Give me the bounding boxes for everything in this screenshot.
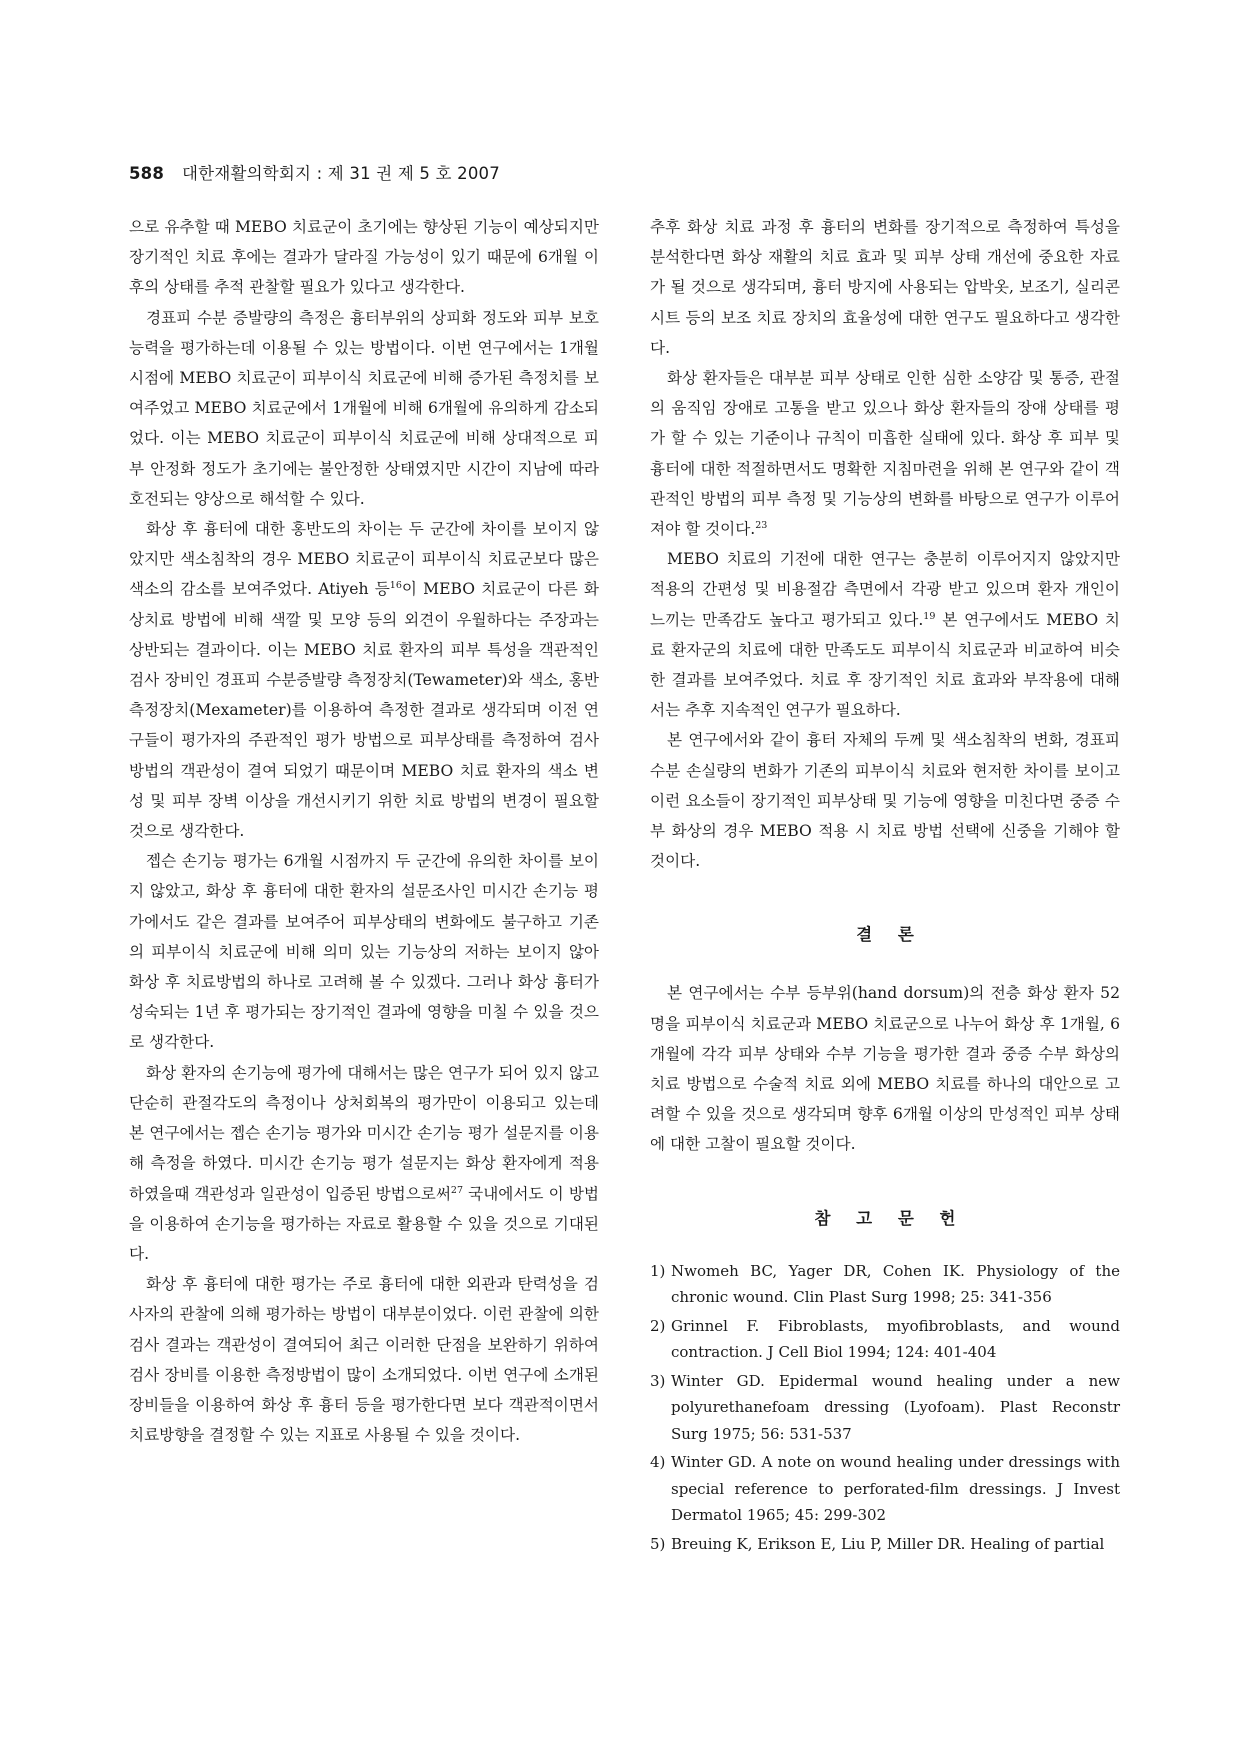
running-head xyxy=(129,160,500,184)
reference-item xyxy=(650,1531,1120,1558)
paragraph-text: 국내에서도 이 방법을 이용하여 손기능을 평가하는 자료로 활용할 수 있을 것으로 기대된다. xyxy=(129,1184,599,1263)
reference-text: Winter GD. Epidermal wound healing under a new polyurethanefoam dressing (Lyofoam). Plast Reconstr Surg 1975; 56: 531-537 xyxy=(671,1371,1120,1443)
page-number: 588 xyxy=(129,164,165,183)
paragraph: 젭슨 손기능 평가는 6개월 시점까지 두 군간에 유의한 차이를 보이지 않았고, 화상 후 흉터에 대한 환자의 설문조사인 미시간 손기능 평가에서도 같은 결과를 보여주어 피부상태의 변화에도 불구하고 기존의 피부이식 치료군에 비해 의미 있는 기능상의 저하는 보이지 않아 화상 후 치료방법의 하나로 고려해 볼 수 있겠다. 그러나 화상 흉터가 성숙되는 1년 후 평가되는 장기적인 결과에 영향을 미칠 수 있을 것으로 생각한다. xyxy=(129,852,599,1052)
reference-list xyxy=(650,1258,1120,1558)
citation-superscript: 27 xyxy=(450,1184,463,1196)
citation-superscript: 19 xyxy=(923,610,936,622)
reference-item xyxy=(650,1258,1120,1311)
reference-text: Grinnel F. Fibroblasts, myofibroblasts, and wound contraction. J Cell Biol 1994; 124: 401-404 xyxy=(671,1316,1120,1362)
paragraph-text: 화상 환자의 손기능에 평가에 대해서는 많은 연구가 되어 있지 않고 단순히 관절각도의 측정이나 상처회복의 평가만이 이용되고 있는데 본 연구에서는 젭슨 손기능 평가와 미시간 손기능 평가 설문지를 이용해 측정을 하였다. 미시간 손기능 평가 설문지는 화상 환자에게 적용하였을때 객관성과 일관성이 입증된 방법으로써 xyxy=(129,1063,599,1203)
references-heading: 참 고 문 헌 xyxy=(814,1208,956,1228)
reference-text: Breuing K, Erikson E, Liu P, Miller DR. Healing of partial xyxy=(671,1534,1105,1553)
right-column xyxy=(650,212,1120,1559)
reference-number: 5) xyxy=(650,1534,666,1553)
paragraph xyxy=(650,363,1120,544)
journal-citation: 대한재활의학회지 : 제 31 권 제 5 호 2007 xyxy=(182,164,500,183)
citation-superscript: 16 xyxy=(389,580,402,592)
paragraph xyxy=(650,544,1120,725)
citation-superscript: 23 xyxy=(755,520,768,532)
reference-item xyxy=(650,1449,1120,1529)
reference-item xyxy=(650,1313,1120,1366)
paragraph-text: 이 MEBO 치료군이 다른 화상치료 방법에 비해 색깔 및 모양 등의 외견이 우월하다는 주장과는 상반되는 결과이다. 이는 MEBO 치료 환자의 피부 특성을 객관적인 검사 장비인 경표피 수분증발량 측정장치(Tewameter)와 색소, 홍반 측정장치(Mexameter)를 이용하여 측정한 결과로 생각되며 이전 연구들이 평가자의 주관적인 평가 방법으로 피부상태를 측정하여 검사 방법의 객관성이 결여 되었기 때문이며 MEBO 치료 환자의 색소 변성 및 피부 장벽 이상을 개선시키기 위한 치료 방법의 변경이 필요할 것으로 생각한다. xyxy=(129,580,599,841)
paragraph xyxy=(129,514,599,846)
reference-number: 1) xyxy=(650,1261,666,1280)
conclusion-heading: 결 론 xyxy=(856,925,914,945)
reference-number: 4) xyxy=(650,1453,666,1472)
paragraph: 본 연구에서와 같이 흉터 자체의 두께 및 색소침착의 변화, 경표피 수분 손실량의 변화가 기존의 피부이식 치료와 현저한 차이를 보이고 이런 요소들이 장기적인 피부상태 및 기능에 영향을 미친다면 중증 수부 화상의 경우 MEBO 적용 시 치료 방법 선택에 신중을 기해야 할 것이다. xyxy=(650,731,1120,871)
reference-text: Winter GD. A note on wound healing under dressings with special reference to perforated-film dressings. J Invest Dermatol 1965; 45: 299-302 xyxy=(671,1453,1120,1525)
paragraph-text: MEBO 치료의 기전에 대한 연구는 충분히 이루어지지 않았지만 적용의 간편성 및 비용절감 측면에서 각광 받고 있으며 환자 개인이 느끼는 만족감도 높다고 평가되고 있다. xyxy=(650,550,1120,629)
reference-item xyxy=(650,1368,1120,1448)
paragraph: 추후 화상 치료 과정 후 흉터의 변화를 장기적으로 측정하여 특성을 분석한다면 화상 재활의 치료 효과 및 피부 상태 개선에 중요한 자료가 될 것으로 생각되며, 흉터 방지에 사용되는 압박옷, 보조기, 실리콘 시트 등의 보조 치료 장치의 효율성에 대한 연구도 필요하다고 생각한다. xyxy=(650,218,1120,357)
left-column xyxy=(129,212,599,1450)
reference-number: 2) xyxy=(650,1316,666,1335)
paragraph-text: 화상 후 흉터에 대한 홍반도의 차이는 두 군간에 차이를 보이지 않았지만 색소침착의 경우 MEBO 치료군이 피부이식 치료군보다 많은 색소의 감소를 보여주었다. Atiyeh 등 xyxy=(129,520,599,599)
reference-text: Nwomeh BC, Yager DR, Cohen IK. Physiology of the chronic wound. Clin Plast Surg 1998; 25: 341-356 xyxy=(671,1261,1120,1307)
conclusion-paragraph: 본 연구에서는 수부 등부위(hand dorsum)의 전층 화상 환자 52명을 피부이식 치료군과 MEBO 치료군으로 나누어 화상 후 1개월, 6개월에 각각 피부 상태와 수부 기능을 평가한 결과 중증 수부 화상의 치료 방법으로 수술적 치료 외에 MEBO 치료를 하나의 대안으로 고려할 수 있을 것으로 생각되며 향후 6개월 이상의 만성적인 피부 상태에 대한 고찰이 필요할 것이다. xyxy=(650,984,1120,1154)
paragraph: 경표피 수분 증발량의 측정은 흉터부위의 상피화 정도와 피부 보호 능력을 평가하는데 이용될 수 있는 방법이다. 이번 연구에서는 1개월 시점에 MEBO 치료군이 피부이식 치료군에 비해 증가된 측정치를 보여주었고 MEBO 치료군에서 1개월에 비해 6개월에 유의하게 감소되었다. 이는 MEBO 치료군이 피부이식 치료군에 비해 상대적으로 피부 안정화 정도가 초기에는 불안정한 상태였지만 시간이 지남에 따라 호전되는 양상으로 해석할 수 있다. xyxy=(129,308,599,508)
reference-number: 3) xyxy=(650,1371,666,1390)
paragraph xyxy=(129,1058,599,1269)
paragraph: 으로 유추할 때 MEBO 치료군이 초기에는 향상된 기능이 예상되지만 장기적인 치료 후에는 결과가 달라질 가능성이 있기 때문에 6개월 이후의 상태를 추적 관찰할 필요가 있다고 생각한다. xyxy=(129,218,599,297)
paragraph-text: 화상 환자들은 대부분 피부 상태로 인한 심한 소양감 및 통증, 관절의 움직임 장애로 고통을 받고 있으나 화상 환자들의 장애 상태를 평가 할 수 있는 기준이나 규칙이 미흡한 실태에 있다. 화상 후 피부 및 흉터에 대한 적절하면서도 명확한 지침마련을 위해 본 연구와 같이 객관적인 방법의 피부 측정 및 기능상의 변화를 바탕으로 연구가 이루어져야 할 것이다. xyxy=(650,369,1120,539)
paragraph: 화상 후 흉터에 대한 평가는 주로 흉터에 대한 외관과 탄력성을 검사자의 관찰에 의해 평가하는 방법이 대부분이었다. 이런 관찰에 의한 검사 결과는 객관성이 결여되어 최근 이러한 단점을 보완하기 위하여 검사 장비를 이용한 측정방법이 많이 소개되었다. 이번 연구에 소개된 장비들을 이용하여 화상 후 흉터 등을 평가한다면 보다 객관적이면서 치료방향을 결정할 수 있는 지표로 사용될 수 있을 것이다. xyxy=(129,1275,599,1445)
paragraph-text: 본 연구에서도 MEBO 치료 환자군의 치료에 대한 만족도도 피부이식 치료군과 비교하여 비슷한 결과를 보여주었다. 치료 후 장기적인 치료 효과와 부작용에 대해서는 추후 지속적인 연구가 필요하다. xyxy=(650,610,1120,720)
